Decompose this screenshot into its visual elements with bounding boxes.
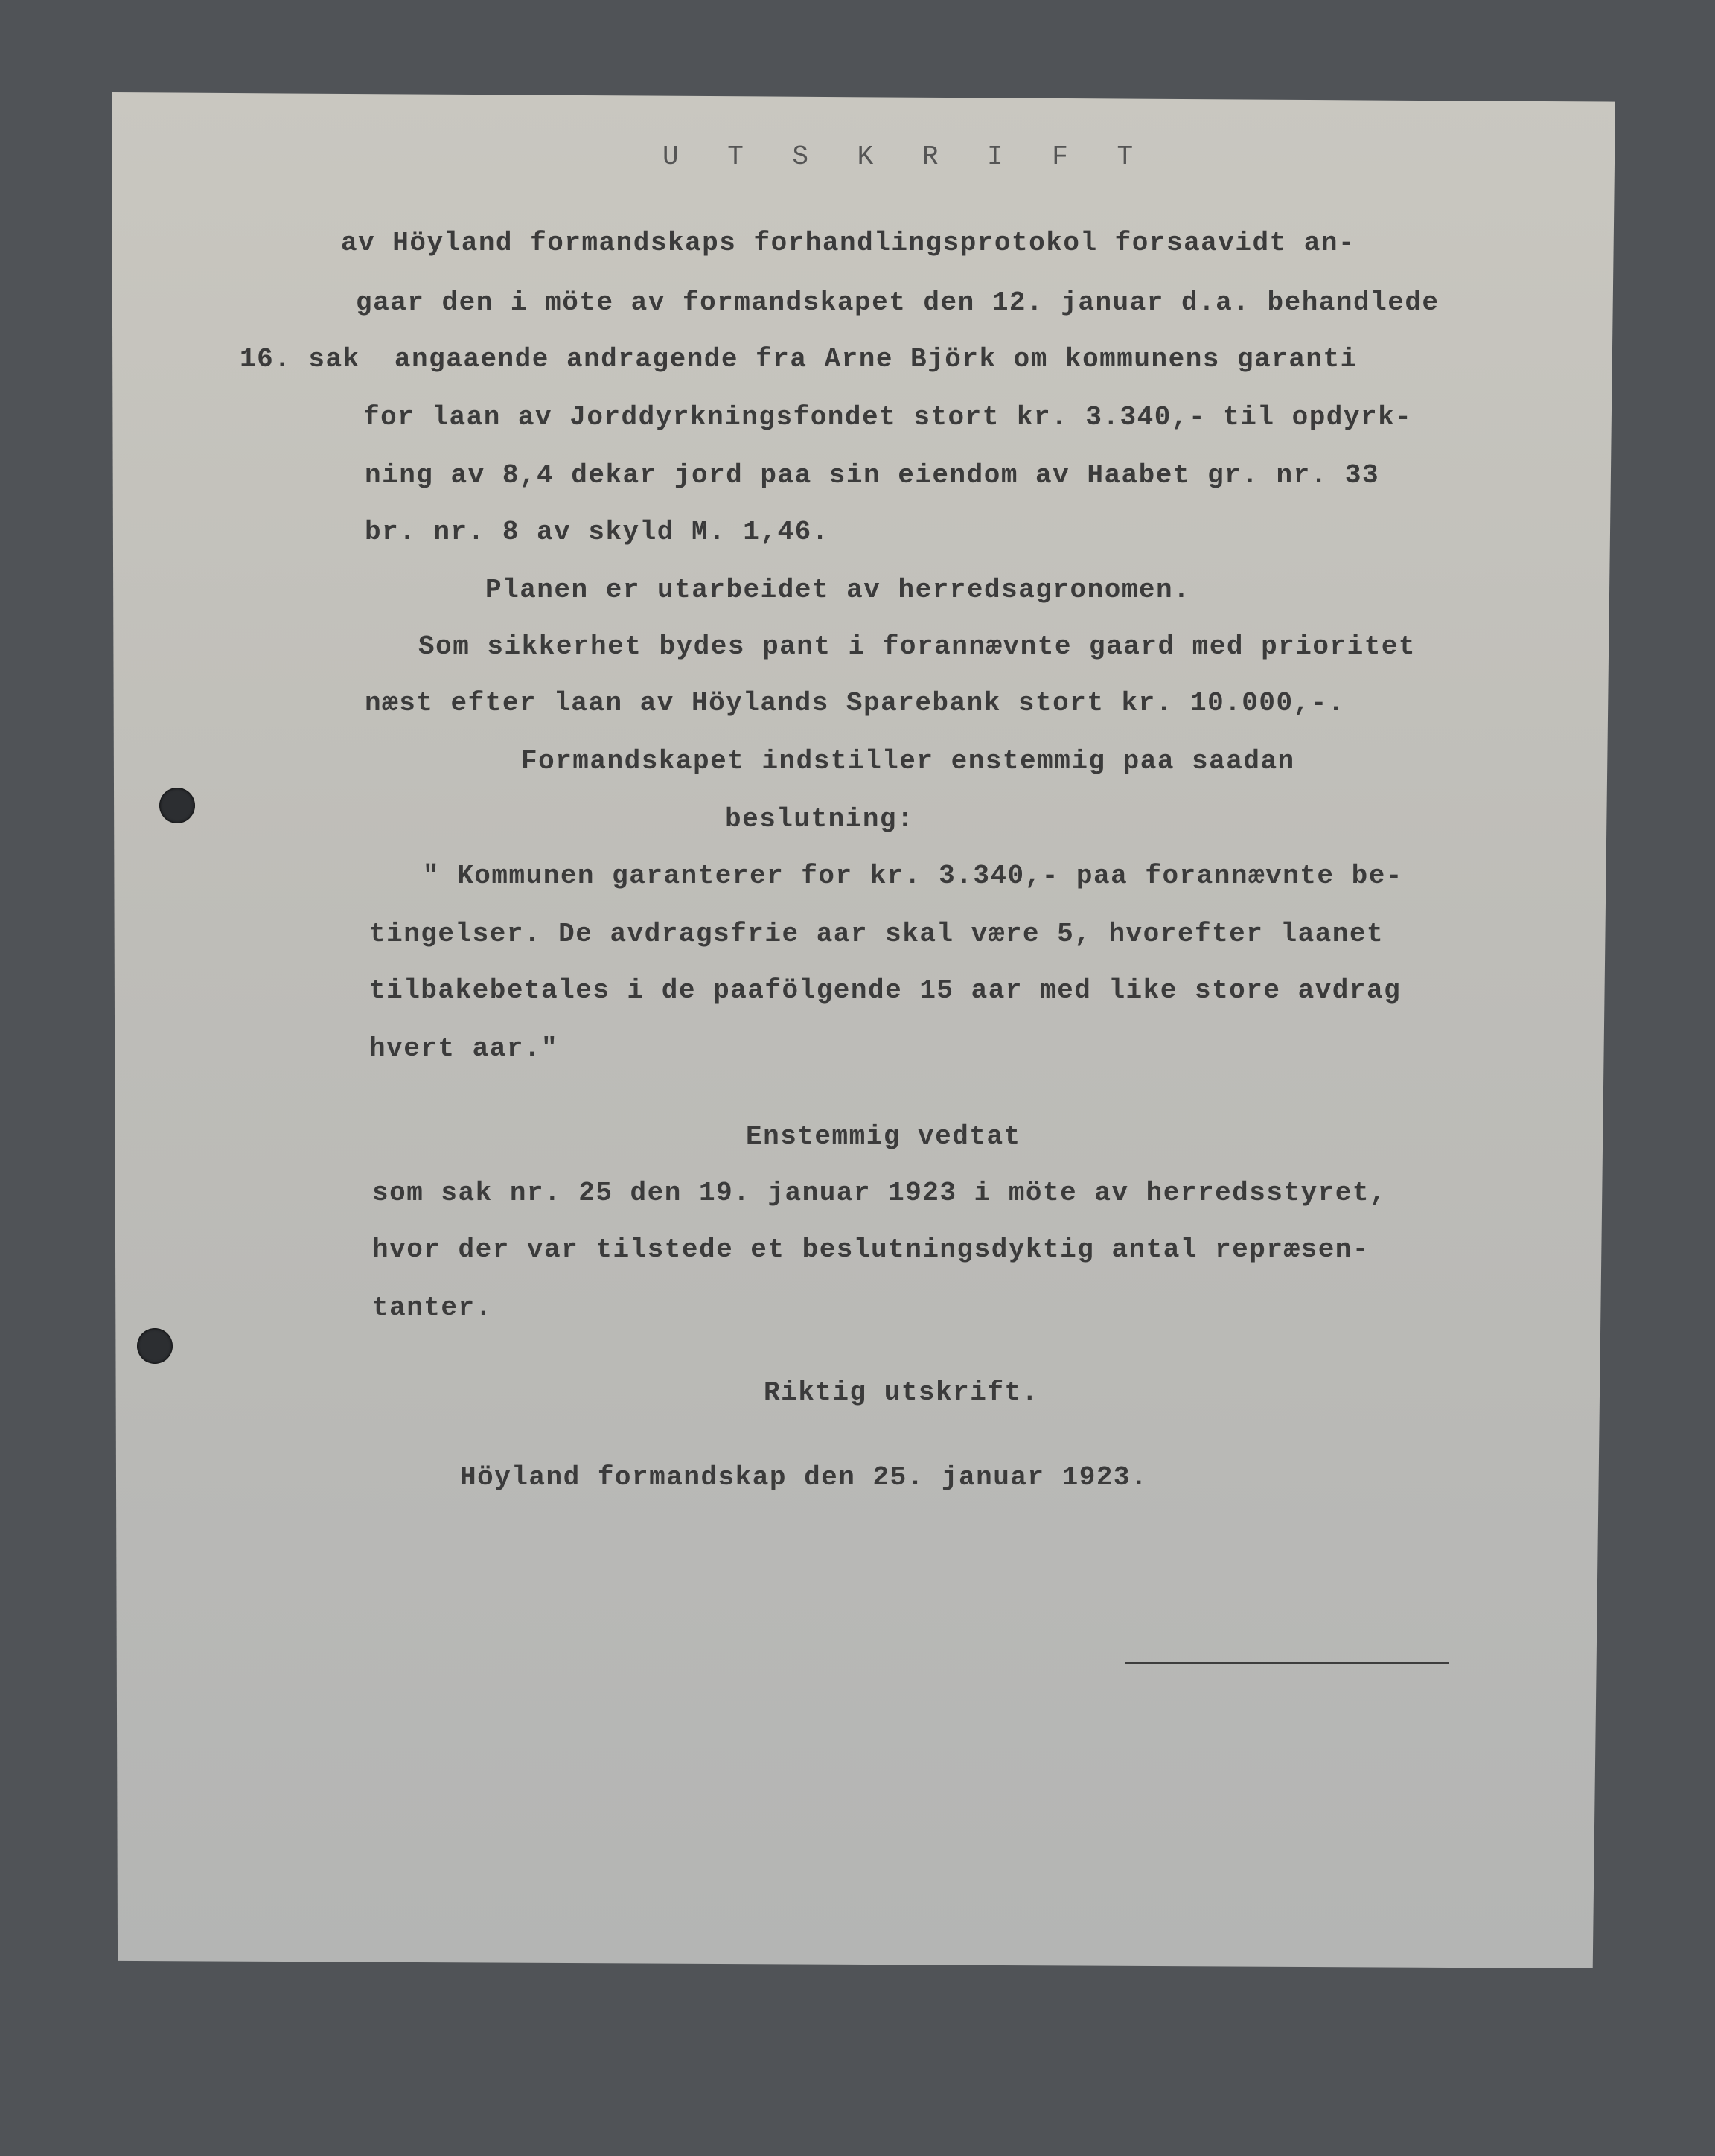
text-line: br. nr. 8 av skyld M. 1,46. — [365, 517, 829, 547]
text-line: gaar den i möte av formandskapet den 12. januar d.a. behandlede — [356, 287, 1440, 318]
text-line: hvor der var tilstede et beslutningsdyktig antal repræsen- — [372, 1234, 1370, 1265]
text-line: Höyland formandskap den 25. januar 1923. — [460, 1462, 1149, 1493]
text-line: 16. sak angaaende andragende fra Arne Björk om kommunens garanti — [240, 344, 1358, 374]
text-line: som sak nr. 25 den 19. januar 1923 i möte av herredsstyret, — [372, 1178, 1387, 1208]
text-line: tilbakebetales i de paafölgende 15 aar med like store avdrag — [369, 975, 1402, 1006]
text-line: for laan av Jorddyrkningsfondet stort kr. 3.340,- til opdyrk- — [363, 402, 1413, 433]
text-line: Enstemmig vedtat — [746, 1121, 1021, 1152]
punch-hole-upper — [159, 788, 195, 823]
text-line: " Kommunen garanterer for kr. 3.340,- paa forannævnte be- — [423, 861, 1403, 891]
text-line: Riktig utskrift. — [764, 1377, 1039, 1408]
document-title: U T S K R I F T — [662, 141, 1150, 172]
text-line: næst efter laan av Höylands Sparebank stort kr. 10.000,-. — [365, 688, 1345, 718]
text-line: av Höyland formandskaps forhandlingsprotokol forsaavidt an- — [341, 228, 1356, 258]
text-line: tingelser. De avdragsfrie aar skal være 5, hvorefter laanet — [369, 919, 1385, 949]
text-line: ning av 8,4 dekar jord paa sin eiendom av Haabet gr. nr. 33 — [365, 460, 1380, 491]
signature-line — [1125, 1662, 1449, 1664]
text-line: beslutning: — [725, 804, 915, 835]
text-line: hvert aar." — [369, 1033, 559, 1064]
text-line: tanter. — [372, 1292, 493, 1323]
text-line: Som sikkerhet bydes pant i forannævnte gaard med prioritet — [418, 631, 1417, 662]
text-line: Formandskapet indstiller enstemmig paa saadan — [521, 746, 1295, 776]
text-line: Planen er utarbeidet av herredsagronomen. — [485, 575, 1191, 605]
punch-hole-lower — [137, 1328, 173, 1364]
